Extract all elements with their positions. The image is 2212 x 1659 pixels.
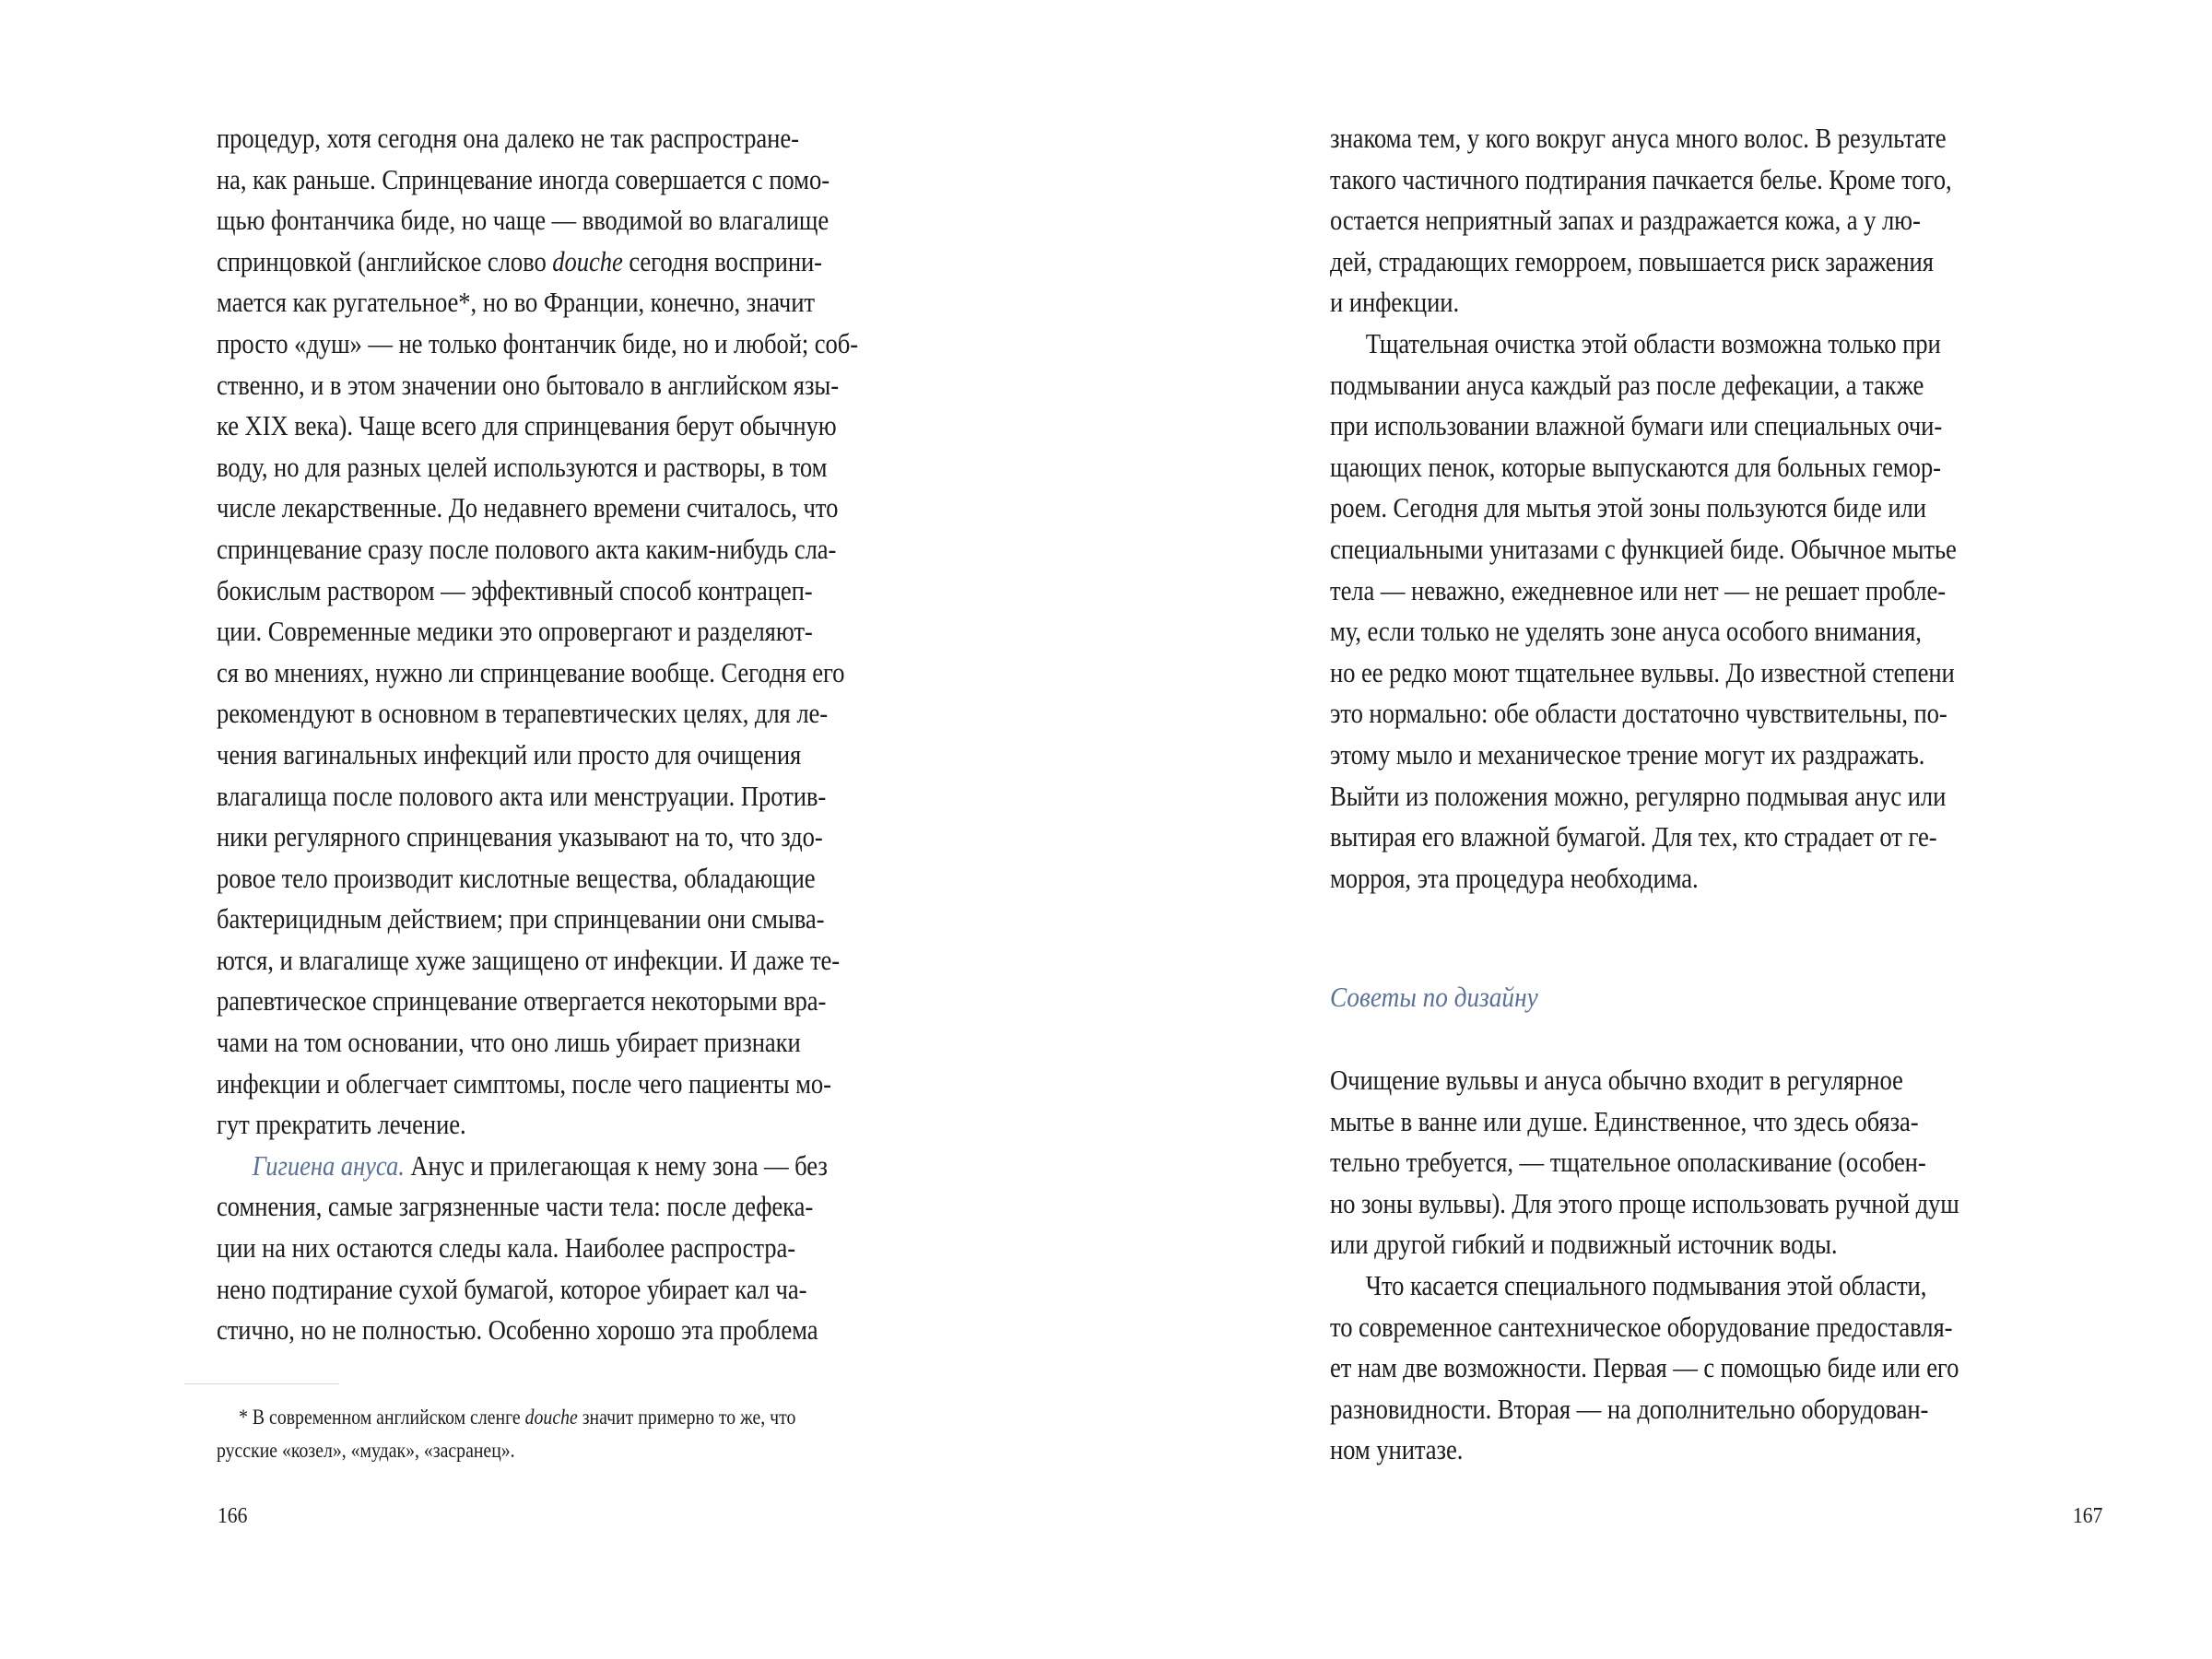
text-line: сомнения, самые загрязненные части тела: после дефека-: [217, 1190, 814, 1223]
text-line: числе лекарственные. До недавнего времени считалось, что: [217, 491, 839, 524]
text-line: знакома тем, у кого вокруг ануса много волос. В результате: [1330, 122, 1947, 154]
text-line: но зоны вульвы). Для этого проще использовать ручной душ: [1330, 1186, 1959, 1219]
page-number-left: 166: [218, 1504, 248, 1528]
text-line: специальными унитазами с функцией биде. Обычное мытье: [1330, 532, 1957, 565]
text-run: сегодня восприни-: [622, 244, 822, 277]
text-line: му, если только не уделять зоне ануса особого внимания,: [1330, 615, 1922, 648]
text-line: тела — неважно, ежедневное или нет — не решает пробле-: [1330, 573, 1947, 606]
text-line: мытье в ванне или душе. Единственное, что здесь обяза-: [1330, 1104, 1919, 1137]
footnote: [217, 1401, 1046, 1467]
page-number-right: 167: [2073, 1504, 2103, 1528]
italic-term: douche: [524, 1406, 578, 1429]
footnote-line: [217, 1401, 930, 1434]
text-line: или другой гибкий и подвижный источник воды.: [1330, 1228, 1838, 1261]
text-line: подмывании ануса каждый раз после дефекации, а также: [1330, 368, 1924, 401]
right-page-body: [1330, 118, 2123, 899]
text-line: мается как ругательное*, но во Франции, конечно, значит: [217, 286, 815, 319]
right-page-section-body: [1330, 1060, 2123, 1471]
text-line: тельно требуется, — тщательное ополаскивание (особен-: [1330, 1146, 1926, 1179]
text-line: такого частичного подтирания пачкается белье. Кроме того,: [1330, 162, 1952, 195]
section-heading: Советы по дизайну: [1330, 981, 1538, 1013]
text-line: ке XIX века). Чаще всего для спринцевания берут обычную: [217, 409, 837, 442]
text-line: роем. Сегодня для мытья этой зоны пользуются биде или: [1330, 491, 1926, 524]
text-run: значит примерно то же, что: [577, 1406, 796, 1429]
text-line: просто «душ» — не только фонтанчик биде, но и любой; соб-: [217, 326, 859, 359]
text-line: ровое тело производит кислотные вещества, обладающие: [217, 861, 816, 894]
text-line: рекомендуют в основном в терапевтических целях, для ле-: [217, 697, 829, 730]
text-line: стично, но не полностью. Особенно хорошо эта проблема: [217, 1313, 818, 1347]
text-line: бактерицидным действием; при спринцевании они смыва-: [217, 902, 825, 935]
text-line: но ее редко моют тщательнее вульвы. До известной степени: [1330, 655, 1955, 688]
text-line: на, как раньше. Спринцевание иногда совершается с помо-: [217, 162, 830, 195]
text-line: влагалища после полового акта или менструации. Против-: [217, 779, 827, 812]
run-in-heading: Гигиена ануса.: [252, 1148, 405, 1182]
text-line: и инфекции.: [1330, 286, 1460, 319]
text-run: спринцовкой (английское слово: [217, 244, 553, 277]
text-line: разновидности. Вторая — на дополнительно оборудован-: [1330, 1392, 1929, 1425]
text-line: бокислым раствором — эффективный способ контрацеп-: [217, 573, 813, 606]
text-line: щью фонтанчика биде, но чаще — вводимой во влагалище: [217, 204, 830, 237]
text-line: при использовании влажной бумаги или специальных очи-: [1330, 409, 1943, 442]
left-page-body: [217, 118, 1009, 1351]
text-line: этому мыло и механическое трение могут их раздражать.: [1330, 737, 1925, 771]
text-line: спринцевание сразу после полового акта каким-нибудь сла-: [217, 532, 837, 565]
text-line: остается неприятный запах и раздражается кожа, а у лю-: [1330, 204, 1921, 237]
text-line: щающих пенок, которые выпускаются для больных гемор-: [1330, 450, 1941, 483]
text-line: процедур, хотя сегодня она далеко не так распростране-: [217, 122, 799, 154]
text-line: это нормально: обе области достаточно чувствительны, по-: [1330, 697, 1947, 730]
text-line: ции. Современные медики это опровергают и разделяют-: [217, 615, 813, 648]
text-line: инфекции и облегчает симптомы, после чего пациенты мо-: [217, 1066, 831, 1100]
text-line: то современное сантехническое оборудование предоставля-: [1330, 1310, 1953, 1343]
text-line: рапевтическое спринцевание отвергается некоторыми вра-: [217, 984, 827, 1018]
text-line: ном унитазе.: [1330, 1433, 1464, 1466]
text-line: воду, но для разных целей используются и растворы, в том: [217, 450, 828, 483]
footnote-marker: *: [239, 1406, 248, 1429]
text-line: морроя, эта процедура необходима.: [1330, 861, 1699, 894]
text-line: ственно, и в этом значении оно бытовало в английском язы-: [217, 368, 840, 401]
text-run: Анус и прилегающая к нему зона — без: [404, 1148, 828, 1182]
text-line: дей, страдающих геморроем, повышается риск заражения: [1330, 244, 1934, 277]
text-run: В современном английском сленге: [247, 1406, 525, 1429]
text-line: ются, и влагалище хуже защищено от инфекции. И даже те-: [217, 943, 841, 976]
footnote-line: русские «козел», «мудак», «засранец».: [217, 1439, 515, 1462]
italic-term: douche: [552, 244, 623, 277]
text-line: Выйти из положения можно, регулярно подмывая анус или: [1330, 779, 1947, 812]
text-line: чами на том основании, что оно лишь убирает признаки: [217, 1026, 801, 1059]
text-line: нено подтирание сухой бумагой, которое убирает кал ча-: [217, 1272, 807, 1305]
text-line: [217, 241, 899, 283]
text-line: чения вагинальных инфекций или просто для очищения: [217, 737, 802, 771]
text-line: Тщательная очистка этой области возможна только при: [1365, 326, 1941, 359]
text-line: ся во мнениях, нужно ли спринцевание вообще. Сегодня его: [217, 655, 845, 688]
right-page: [1106, 0, 2212, 1659]
text-line: ции на них остаются следы кала. Наиболее распростра-: [217, 1231, 796, 1265]
text-line: ет нам две возможности. Первая — с помощью биде или его: [1330, 1351, 1959, 1384]
text-line: гут прекратить лечение.: [217, 1108, 466, 1141]
text-line: вытирая его влажной бумагой. Для тех, кто страдает от ге-: [1330, 820, 1937, 853]
footnote-divider: [184, 1383, 339, 1384]
text-line: Очищение вульвы и ануса обычно входит в регулярное: [1330, 1064, 1903, 1096]
text-line: Что касается специального подмывания этой области,: [1365, 1268, 1927, 1301]
text-line: ники регулярного спринцевания указывают на то, что здо-: [217, 820, 823, 853]
run-in-paragraph-start: [217, 1146, 899, 1187]
